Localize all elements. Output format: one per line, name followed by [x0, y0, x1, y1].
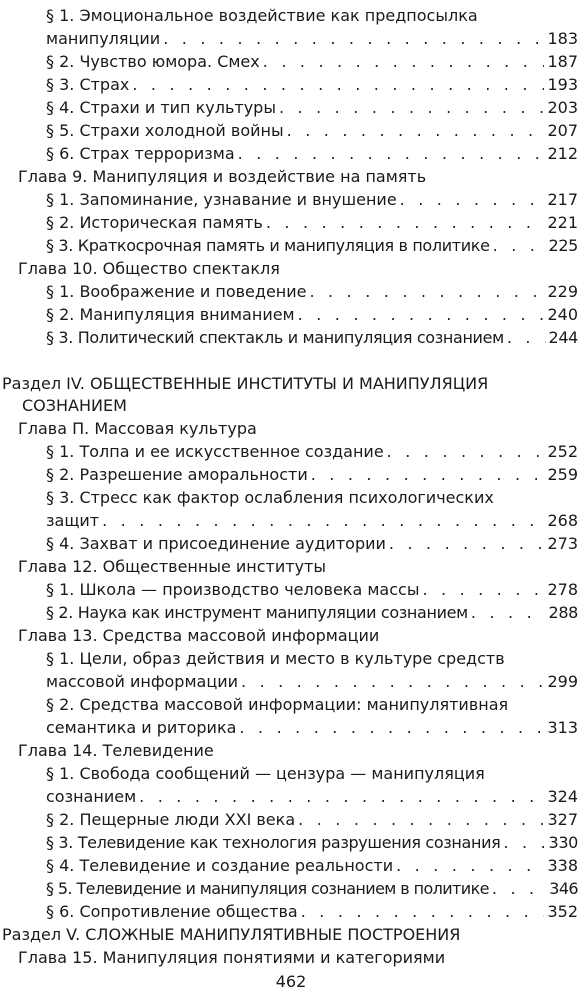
toc-entry-title: § 3. Стресс как фактор ослабления психологических [46, 488, 494, 507]
toc-leader-dots [239, 716, 544, 739]
toc-entry-title: § 1. Запоминание, узнавание и внушение [46, 190, 397, 209]
toc-section-entry [0, 188, 582, 211]
toc-page-number: 268 [547, 511, 578, 530]
toc-section-entry [0, 280, 582, 303]
toc-leader-dots [493, 234, 546, 257]
toc-leader-dots [132, 73, 544, 96]
toc-leader-dots [387, 440, 545, 463]
toc-section-entry [0, 96, 582, 119]
toc-section-entry [0, 877, 582, 900]
toc-entry-title: § 4. Страхи и тип культуры [46, 98, 276, 117]
toc-page-number: 203 [547, 98, 578, 117]
toc-entry-title: § 3. Политический спектакль и манипуляция сознанием [46, 328, 504, 347]
toc-spacer [0, 349, 582, 372]
toc-section-entry [0, 50, 582, 73]
toc-page-number: 327 [547, 810, 578, 829]
toc-page-number: 330 [548, 833, 578, 852]
toc-section-entry [0, 808, 582, 831]
toc-leader-dots [102, 509, 544, 532]
toc-entry-title: Глава 10. Общество спектакля [18, 259, 280, 278]
page-number: 462 [275, 972, 307, 991]
toc-entry-title: § 1. Толпа и ее искусственное создание [46, 442, 384, 461]
toc-page-number: 288 [548, 603, 578, 622]
toc-leader-dots [301, 900, 545, 923]
toc-entry-title: § 3. Телевидение как технология разрушения сознания [46, 833, 501, 852]
toc-page-number: 338 [547, 856, 578, 875]
toc-entry-title: Раздел IV. ОБЩЕСТВЕННЫЕ ИНСТИТУТЫ И МАНИПУЛЯЦИЯ [2, 374, 489, 393]
toc-leader-dots [238, 142, 545, 165]
toc-section-entry [0, 670, 582, 693]
toc-entry-title: СОЗНАНИЕМ [22, 396, 127, 415]
toc-entry-title: массовой информации [46, 672, 239, 691]
toc-chapter-heading [0, 257, 582, 280]
toc-section-entry [0, 326, 582, 349]
toc-part-heading [0, 372, 582, 395]
toc-page-number: 346 [549, 879, 578, 898]
toc-entry-title: § 6. Сопротивление общества [46, 902, 298, 921]
toc-leader-dots [507, 326, 546, 349]
toc-entry-title: § 2. Манипуляция вниманием [46, 305, 295, 324]
toc-chapter-heading [0, 555, 582, 578]
toc-section-entry [0, 693, 582, 716]
toc-section-entry [0, 73, 582, 96]
toc-entry-title: § 1. Воображение и поведение [46, 282, 307, 301]
toc-entry-title: Глава 14. Телевидение [18, 741, 214, 760]
toc-entry-title: § 2. Наука как инструмент манипуляции сознанием [46, 603, 468, 622]
toc-entry-title: § 2. Пещерные люди XXI века [46, 810, 296, 829]
toc-page-number: 240 [547, 305, 578, 324]
toc-page-number: 252 [547, 442, 578, 461]
toc-section-entry [0, 27, 582, 50]
toc-section-entry [0, 716, 582, 739]
toc-section-entry [0, 440, 582, 463]
toc-entry-title: семантика и риторика [46, 718, 237, 737]
toc-entry-title: § 5. Телевидение и манипуляция сознанием в политике [46, 879, 489, 898]
toc-section-entry [0, 211, 582, 234]
toc-section-entry [0, 785, 582, 808]
toc-entry-title: § 4. Захват и присоединение аудитории [46, 534, 386, 553]
toc-page-number: 352 [547, 902, 578, 921]
toc-entry-title: Глава 9. Манипуляция и воздействие на память [18, 167, 427, 186]
toc-leader-dots [298, 808, 544, 831]
toc-leader-dots [471, 601, 546, 624]
toc-chapter-heading [0, 165, 582, 188]
toc-entry-title: § 6. Страх терроризма [46, 144, 235, 163]
toc-entry-title: § 2. Средства массовой информации: манипулятивная [46, 695, 509, 714]
toc-entry-title: § 3. Страх [46, 75, 130, 94]
toc-page-number: 225 [548, 236, 578, 255]
toc-entry-title: § 4. Телевидение и создание реальности [46, 856, 394, 875]
toc-entry-title: § 3. Краткосрочная память и манипуляция в политике [46, 236, 490, 255]
toc-leader-dots [389, 532, 545, 555]
toc-page-number: 244 [548, 328, 578, 347]
toc-chapter-heading [0, 946, 582, 969]
toc-leader-dots [492, 877, 546, 900]
toc-part-heading [0, 394, 582, 417]
toc-entry-title: Глава 12. Общественные институты [18, 557, 327, 576]
toc-section-entry [0, 900, 582, 923]
toc-section-entry [0, 234, 582, 257]
toc-entry-title: Раздел V. СЛОЖНЫЕ МАНИПУЛЯТИВНЫЕ ПОСТРОЕНИЯ [2, 925, 461, 944]
toc-leader-dots [287, 119, 545, 142]
toc-page-number: 324 [547, 787, 578, 806]
toc-entry-title: § 2. Историческая память [46, 213, 263, 232]
toc-page-number: 183 [547, 29, 578, 48]
toc-section-entry [0, 119, 582, 142]
toc-page-number: 313 [547, 718, 578, 737]
toc-page-number: 193 [547, 75, 578, 94]
toc-leader-dots [263, 50, 545, 73]
toc-entry-title: защит [46, 511, 100, 530]
toc-part-heading [0, 923, 582, 946]
toc-page-number: 221 [547, 213, 578, 232]
toc-section-entry [0, 509, 582, 532]
toc-leader-dots [503, 831, 545, 854]
toc-section-entry [0, 578, 582, 601]
toc-leader-dots [266, 211, 545, 234]
toc-entry-title: § 1. Свобода сообщений — цензура — манипуляция [46, 764, 485, 783]
toc-section-entry [0, 4, 582, 27]
toc-section-entry [0, 532, 582, 555]
toc-leader-dots [279, 96, 544, 119]
toc-section-entry [0, 831, 582, 854]
toc-page-number: 259 [547, 465, 578, 484]
toc-section-entry [0, 486, 582, 509]
toc-leader-dots [241, 670, 544, 693]
toc-entry-title: Глава П. Массовая культура [18, 419, 257, 438]
toc-entry-title: Глава 15. Манипуляция понятиями и категориями [18, 948, 446, 967]
toc-page-number: 187 [547, 52, 578, 71]
toc-page-number: 212 [547, 144, 578, 163]
toc-entry-title: § 1. Школа — производство человека массы [46, 580, 420, 599]
toc-entry-title: § 5. Страхи холодной войны [46, 121, 284, 140]
toc-section-entry [0, 854, 582, 877]
toc-entry-title: § 1. Цели, образ действия и место в культуре средств [46, 649, 505, 668]
toc-entry-title: § 2. Разрешение аморальности [46, 465, 308, 484]
toc-page-number: 278 [547, 580, 578, 599]
toc-leader-dots [400, 188, 545, 211]
toc-section-entry [0, 647, 582, 670]
toc-entry-title: сознанием [46, 787, 137, 806]
toc-page-number: 229 [547, 282, 578, 301]
toc-entry-title: § 1. Эмоциональное воздействие как предпосылка [46, 6, 478, 25]
toc-leader-dots [163, 27, 544, 50]
toc-entry-title: § 2. Чувство юмора. Смех [46, 52, 260, 71]
toc-leader-dots [311, 463, 545, 486]
toc-chapter-heading [0, 417, 582, 440]
toc-chapter-heading [0, 624, 582, 647]
toc-chapter-heading [0, 739, 582, 762]
toc-section-entry [0, 303, 582, 326]
toc-entry-title: Глава 13. Средства массовой информации [18, 626, 380, 645]
toc-leader-dots [309, 280, 544, 303]
toc-page-number: 273 [547, 534, 578, 553]
toc-section-entry [0, 762, 582, 785]
toc-section-entry [0, 601, 582, 624]
toc-section-entry [0, 463, 582, 486]
toc-leader-dots [298, 303, 545, 326]
toc-section-entry [0, 142, 582, 165]
toc-page-number: 207 [547, 121, 578, 140]
toc-leader-dots [396, 854, 544, 877]
toc-leader-dots [139, 785, 544, 808]
toc-page-number: 299 [547, 672, 578, 691]
toc-entry-title: манипуляции [46, 29, 161, 48]
toc-leader-dots [422, 578, 544, 601]
toc-page-number: 217 [547, 190, 578, 209]
